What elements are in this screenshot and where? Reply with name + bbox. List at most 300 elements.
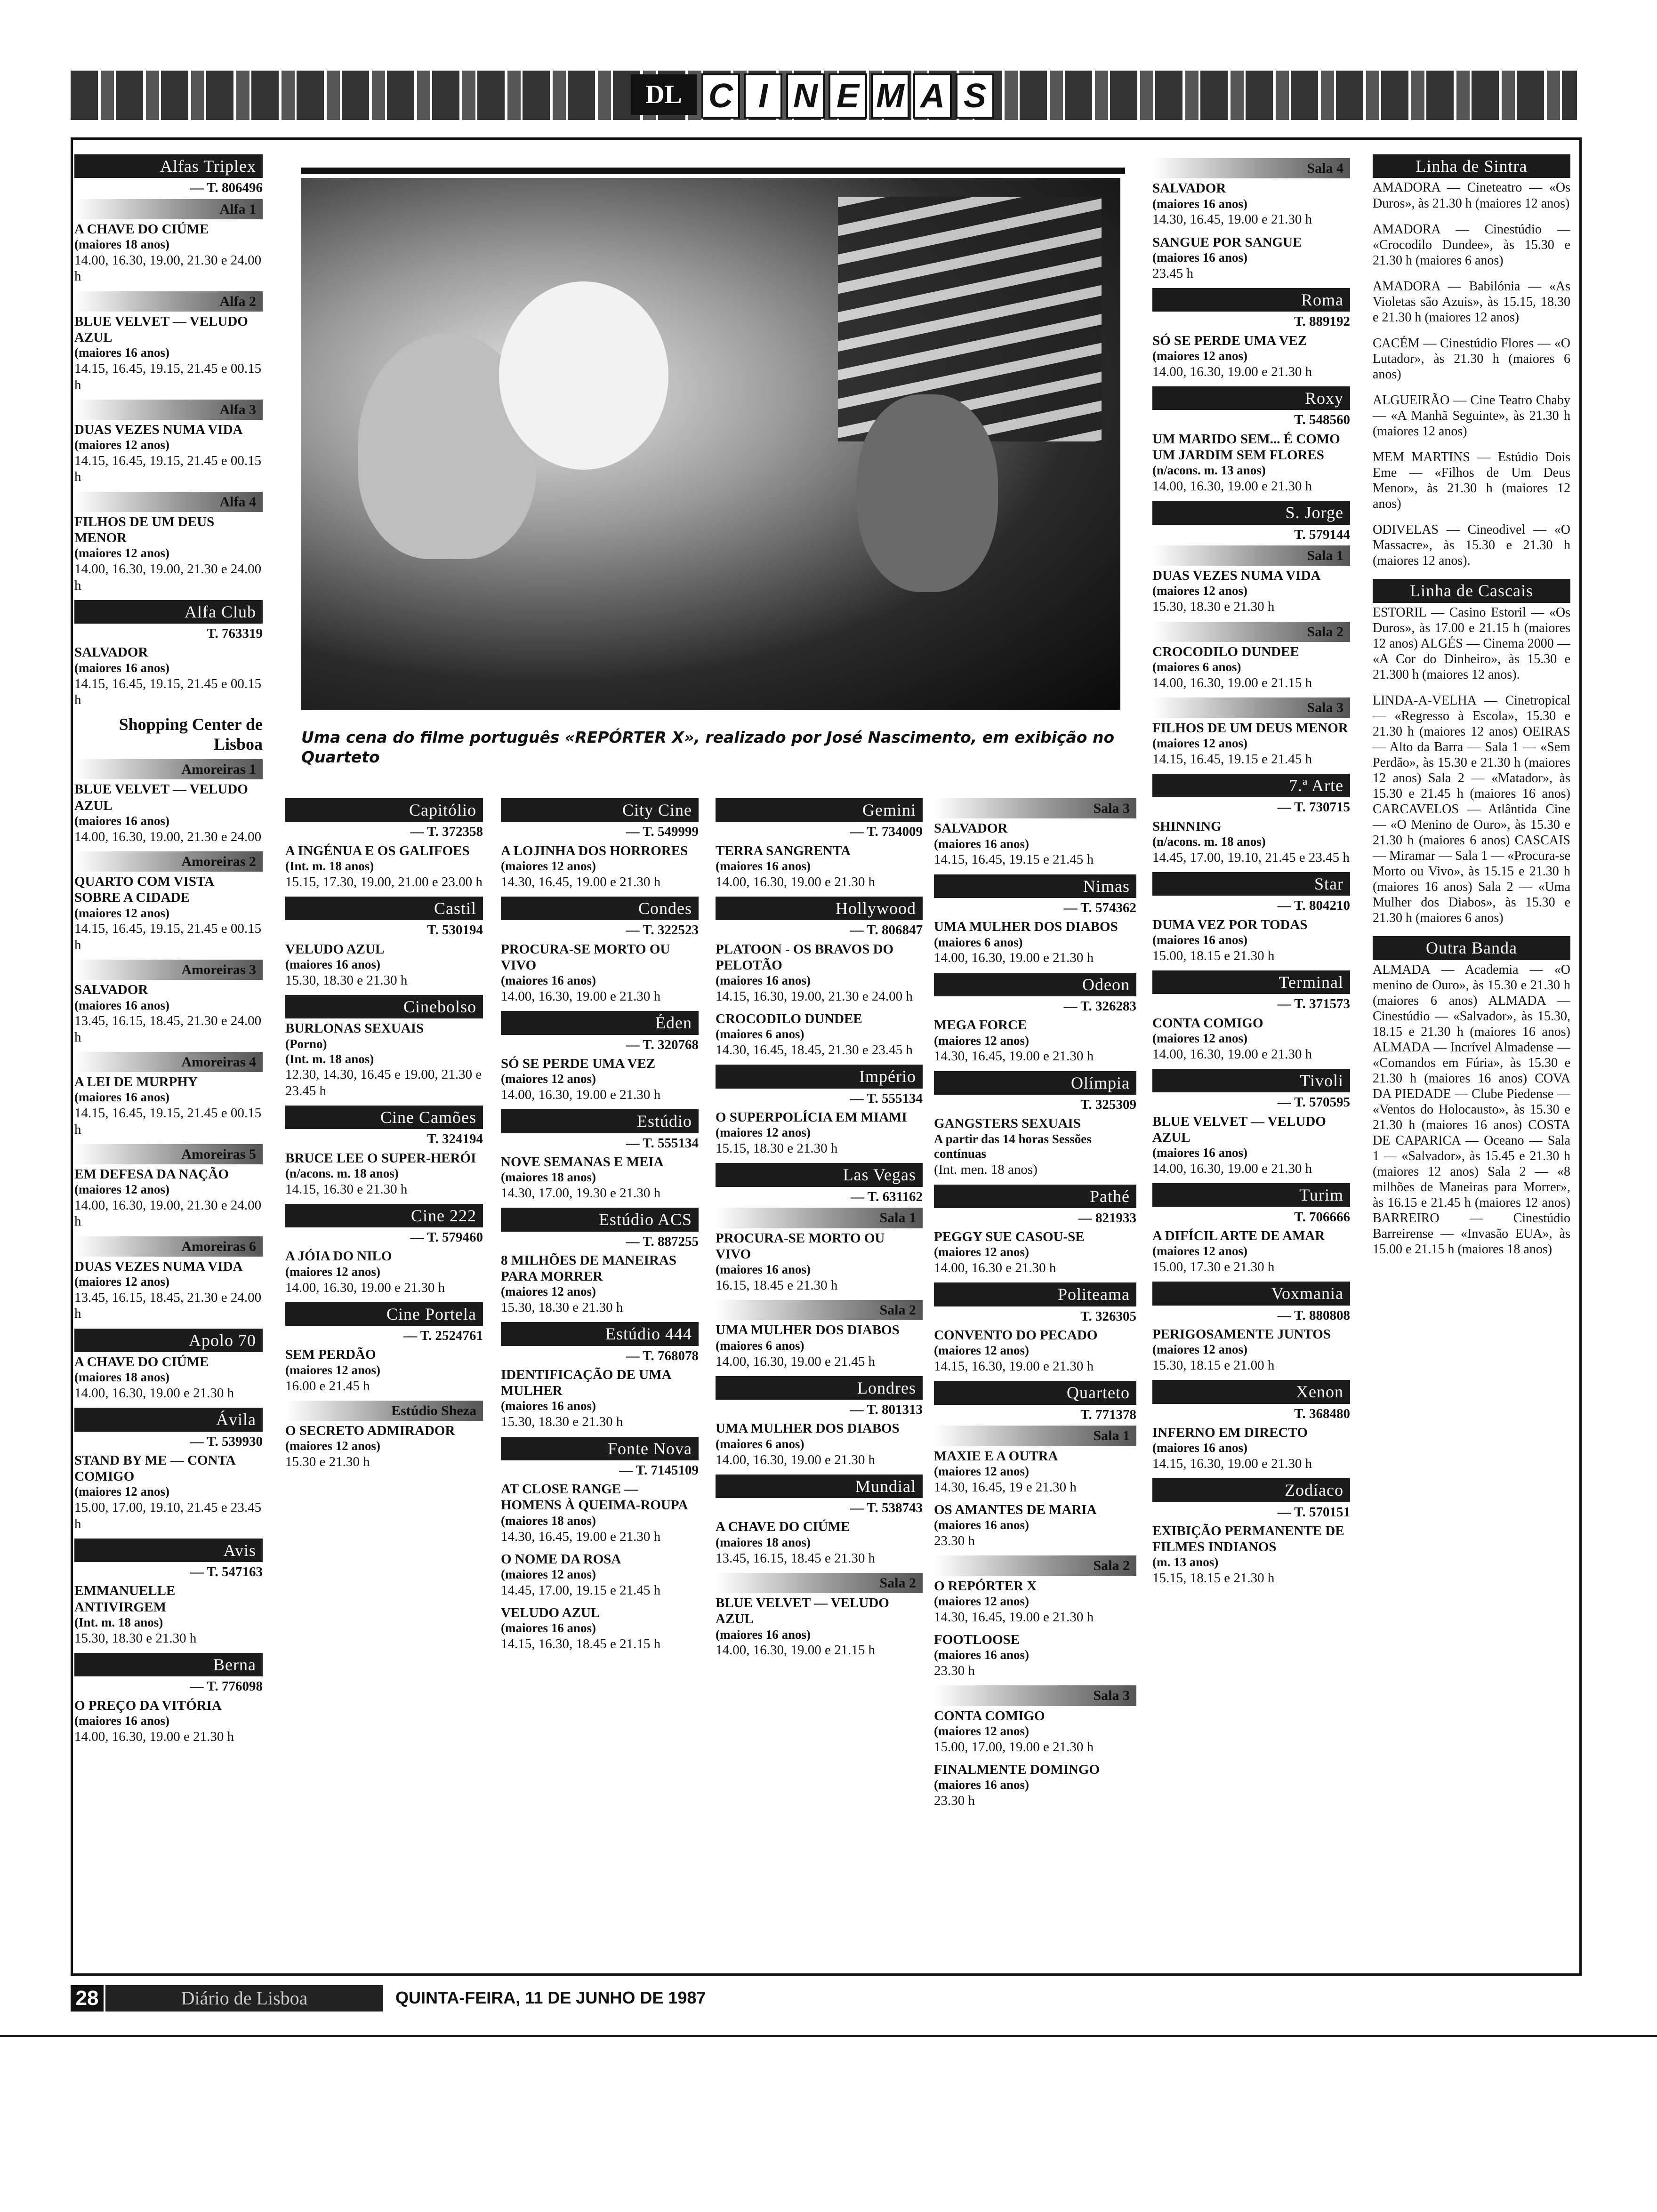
showtimes: 23.30 h <box>934 1793 975 1808</box>
listings-column-1 <box>74 152 263 1751</box>
cinema-phone: — T. 539930 <box>190 1434 263 1449</box>
cinema-name: Las Vegas <box>716 1163 923 1186</box>
film-title: MAXIE E A OUTRA <box>934 1448 1058 1464</box>
listings-column-3 <box>501 795 699 1659</box>
section-title-letter: S <box>956 73 994 119</box>
cinema-name: Alfa Club <box>74 600 263 624</box>
screen-label: Amoreiras 4 <box>74 1052 263 1072</box>
screen-label: Sala 2 <box>1152 622 1350 642</box>
showtimes: 23.30 h <box>934 1663 975 1678</box>
film-listing <box>74 1074 263 1138</box>
film-title: FINALMENTE DOMINGO <box>934 1762 1100 1777</box>
outskirts-listing: AMADORA — Cineteatro — «Os Duros», às 21.30 h (maiores 12 anos) <box>1373 180 1570 211</box>
showtimes: 14.30, 16.45, 19.00 e 21.30 h <box>1152 212 1312 227</box>
screen-label: Sala 3 <box>934 1685 1136 1706</box>
film-listing <box>1152 720 1350 767</box>
cinema-name: 7.ª Arte <box>1152 774 1350 797</box>
screen-label: Sala 3 <box>1152 697 1350 718</box>
screen-label: Amoreiras 6 <box>74 1236 263 1257</box>
film-listing <box>501 1154 699 1201</box>
cinema-name: Estúdio <box>501 1109 699 1133</box>
showtimes: 14.30, 17.00, 19.30 e 21.30 h <box>501 1185 661 1201</box>
cinema-name: Turim <box>1152 1183 1350 1207</box>
age-rating: (maiores 16 anos) <box>716 858 811 873</box>
age-rating: (maiores 16 anos) <box>716 973 811 988</box>
age-rating: (maiores 18 anos) <box>74 237 169 252</box>
film-title: O REPÓRTER X <box>934 1578 1037 1594</box>
cinema-name: Londres <box>716 1376 923 1400</box>
cinema-phone: — T. 887255 <box>626 1234 699 1249</box>
screen-label: Alfa 3 <box>74 400 263 420</box>
age-rating: (maiores 12 anos) <box>285 1439 380 1453</box>
age-rating: (maiores 12 anos) <box>74 438 169 452</box>
screen-label: Sala 2 <box>716 1300 923 1320</box>
film-title: O PREÇO DA VITÓRIA <box>74 1698 222 1713</box>
film-listing <box>934 1578 1136 1625</box>
age-rating: (maiores 16 anos) <box>74 1090 169 1105</box>
cinema-phone: — T. 801313 <box>850 1402 923 1418</box>
film-listing <box>501 1367 699 1430</box>
cinema-name: Odeon <box>934 973 1136 996</box>
cinema-name: Star <box>1152 872 1350 896</box>
film-listing <box>1152 1523 1350 1587</box>
film-title: SALVADOR <box>934 821 1008 836</box>
film-title: IDENTIFICAÇÃO DE UMA MULHER <box>501 1367 671 1399</box>
outskirts-listing: LINDA-A-VELHA — Cinetropical — «Regresso à Escola», 15.30 e 21.30 h (maiores 12 anos) OEIRAS — Alto da Barra — Sala 1 — «Sem Perdão», às 15.30 e 21.30 h (maiores 12 anos) Sala 2 — «Matador», às 15.30 e 21.45 h (maiores 16 anos) CARCAVELOS — Atlântida Cine — «O Menino de Ouro», às 15.30 e 21.30 h (maiores 6 anos) CASCAIS — Miramar — Sala 1 — «Procura-se Morto ou Vivo», às 15.15 e 21.30 h (maiores 16 anos) Sala 2 — «Uma Mulher dos Diabos», às 15.30 e 21.30 h (maiores 6 anos) <box>1373 693 1570 926</box>
film-listing <box>501 843 699 890</box>
film-listing <box>716 1519 923 1566</box>
film-listing <box>74 514 263 593</box>
cinema-phone: — 821933 <box>1078 1210 1136 1226</box>
section-title-letter: A <box>913 73 952 119</box>
film-title: VELUDO AZUL <box>285 941 385 957</box>
film-listing <box>1152 568 1350 615</box>
age-rating: (maiores 12 anos) <box>74 1274 169 1289</box>
film-title: DUMA VEZ POR TODAS <box>1152 917 1308 932</box>
screen-label: Sala 3 <box>934 798 1136 818</box>
film-title: DUAS VEZES NUMA VIDA <box>1152 568 1321 584</box>
film-listing <box>501 1481 699 1545</box>
showtimes: 14.30, 16.45, 19.00 e 21.30 h <box>501 874 661 890</box>
cinema-phone: — T. 555134 <box>850 1090 923 1106</box>
cinema-phone: T. 325309 <box>1080 1097 1136 1113</box>
outskirts-listing: AMADORA — Babilónia — «As Violetas são Azuis», às 15.15, 18.30 e 21.30 h (maiores 12 anos) <box>1373 279 1570 325</box>
film-title: VELUDO AZUL <box>501 1605 600 1621</box>
film-listing <box>74 874 263 953</box>
film-listing <box>285 1150 483 1197</box>
cinema-phone: — T. 549999 <box>626 824 699 840</box>
showtimes: 15.30, 18.15 e 21.00 h <box>1152 1357 1275 1373</box>
cinema-name: S. Jorge <box>1152 501 1350 524</box>
showtimes: (Int. men. 18 anos) <box>934 1162 1038 1178</box>
age-rating: (maiores 12 anos) <box>1152 348 1247 363</box>
section-title-letter: N <box>786 73 825 119</box>
showtimes: 14.00, 16.30, 19.00 e 21.30 h <box>74 1386 234 1401</box>
film-title: SÓ SE PERDE UMA VEZ <box>1152 333 1307 348</box>
film-listing <box>716 1011 923 1058</box>
film-title: SHINNING <box>1152 818 1222 834</box>
film-title: A INGÉNUA E OS GALIFOES <box>285 843 470 858</box>
cinema-name: Estúdio 444 <box>501 1322 699 1346</box>
age-rating: (maiores 12 anos) <box>285 1362 380 1377</box>
showtimes: 14.00, 16.30, 19.00 e 21.30 h <box>1152 1046 1312 1062</box>
cinema-name: Tivoli <box>1152 1069 1350 1092</box>
showtimes: 14.00, 16.30, 19.00 e 21.30 h <box>934 950 1094 966</box>
film-title: FILHOS DE UM DEUS MENOR <box>1152 720 1348 736</box>
age-rating: (maiores 6 anos) <box>716 1027 804 1042</box>
showtimes: 15.00, 17.30 e 21.30 h <box>1152 1259 1275 1274</box>
film-title: EM DEFESA DA NAÇÃO <box>74 1167 229 1182</box>
age-rating: (maiores 6 anos) <box>1152 660 1241 674</box>
cinema-name: Hollywood <box>716 897 923 920</box>
age-rating: (maiores 16 anos) <box>501 1621 596 1635</box>
section-masthead <box>71 71 1577 120</box>
age-rating: (maiores 12 anos) <box>934 1245 1029 1259</box>
cinema-name: Zodíaco <box>1152 1478 1350 1502</box>
showtimes: 15.30, 18.30 e 21.30 h <box>501 1414 623 1430</box>
age-rating: (maiores 16 anos) <box>1152 250 1247 264</box>
film-listing <box>1152 1114 1350 1177</box>
photo-caption: Uma cena do filme português «REPÓRTER X», realizado por José Nascimento, em exibição no Quarteto <box>301 728 1115 767</box>
age-rating: (maiores 16 anos) <box>1152 932 1247 947</box>
film-listing <box>74 1698 263 1745</box>
showtimes: 14.15, 16.45, 19.15 e 21.45 h <box>1152 751 1312 767</box>
film-listing <box>74 644 263 708</box>
cinema-phone: — T. 734009 <box>850 824 923 840</box>
section-title-letter: I <box>744 73 782 119</box>
film-listing <box>74 1258 263 1322</box>
age-rating: (maiores 12 anos) <box>1152 1243 1247 1258</box>
film-title: A DIFÍCIL ARTE DE AMAR <box>1152 1228 1325 1243</box>
cinema-name: Nimas <box>934 874 1136 898</box>
showtimes: 14.15, 16.30 e 21.30 h <box>285 1181 408 1197</box>
film-listing <box>501 1252 699 1316</box>
cinema-name: Fonte Nova <box>501 1437 699 1460</box>
film-listing <box>501 941 699 1005</box>
film-title: CONTA COMIGO <box>1152 1015 1263 1031</box>
cinema-name: Xenon <box>1152 1380 1350 1403</box>
film-listing <box>285 1248 483 1295</box>
showtimes: 14.15, 16.45, 19.15, 21.45 e 00.15 h <box>74 1106 262 1137</box>
age-rating: A partir das 14 horas Sessões contínuas <box>934 1131 1092 1161</box>
window-blinds <box>838 197 1102 441</box>
film-listing <box>934 1502 1136 1549</box>
cinema-phone: — T. 631162 <box>851 1189 923 1204</box>
cinema-name: Gemini <box>716 798 923 822</box>
age-rating: (maiores 16 anos) <box>74 345 169 360</box>
screen-label: Sala 4 <box>1152 158 1350 178</box>
showtimes: 14.00, 16.30, 19.00 e 21.30 h <box>501 988 661 1004</box>
age-rating: (maiores 12 anos) <box>1152 584 1247 598</box>
film-listing <box>1152 180 1350 227</box>
figure-center <box>499 281 668 470</box>
film-title: CROCODILO DUNDEE <box>716 1011 862 1027</box>
age-rating: (maiores 16 anos) <box>74 1713 169 1728</box>
showtimes: 14.15, 16.30, 19.00 e 21.30 h <box>934 1359 1094 1374</box>
age-rating: (maiores 12 anos) <box>1152 1342 1247 1356</box>
age-rating: (maiores 12 anos) <box>74 1182 169 1197</box>
showtimes: 13.45, 16.15, 18.45, 21.30 e 24.00 h <box>74 1290 262 1322</box>
section-title-letter: E <box>828 73 867 119</box>
film-listing <box>285 843 483 890</box>
film-listing <box>74 422 263 485</box>
outskirts-listing: ALGUEIRÃO — Cine Teatro Chaby — «A Manhã Seguinte», às 21.30 h (maiores 12 anos) <box>1373 393 1570 439</box>
age-rating: (n/acons. m. 18 anos) <box>1152 834 1266 849</box>
film-title: QUARTO COM VISTA SOBRE A CIDADE <box>74 874 214 906</box>
film-title: CONVENTO DO PECADO <box>934 1328 1098 1343</box>
showtimes: 13.45, 16.15, 18.45 e 21.30 h <box>716 1550 876 1566</box>
cinema-phone: — T. 806847 <box>850 922 923 938</box>
film-listing <box>934 1115 1136 1178</box>
film-title: A JÓIA DO NILO <box>285 1249 392 1264</box>
newspaper-name: Diário de Lisboa <box>105 1985 383 2012</box>
age-rating: (maiores 12 anos) <box>74 906 169 920</box>
cinema-name: Castil <box>285 897 483 920</box>
screen-label: Amoreiras 1 <box>74 759 263 779</box>
film-title: NOVE SEMANAS E MEIA <box>501 1154 664 1170</box>
age-rating: (maiores 16 anos) <box>74 813 169 828</box>
showtimes: 15.00, 17.00, 19.10, 21.45 e 23.45 h <box>74 1500 262 1531</box>
screen-label: Amoreiras 5 <box>74 1144 263 1164</box>
film-title: CROCODILO DUNDEE <box>1152 644 1299 659</box>
showtimes: 14.00, 16.30, 19.00 e 21.30 h <box>285 1280 445 1295</box>
film-title: UMA MULHER DOS DIABOS <box>716 1322 900 1338</box>
film-title: UMA MULHER DOS DIABOS <box>716 1421 900 1436</box>
film-title: UM MARIDO SEM... É COMO UM JARDIM SEM FLORES <box>1152 431 1340 463</box>
showtimes: 16.15, 18.45 e 21.30 h <box>716 1277 838 1293</box>
film-listing <box>934 1632 1136 1679</box>
cinema-phone: — T. 574362 <box>1063 900 1136 916</box>
age-rating: (maiores 12 anos) <box>934 1723 1029 1738</box>
age-rating: (maiores 16 anos) <box>74 998 169 1012</box>
age-rating: (maiores 16 anos) <box>934 836 1029 851</box>
screen-label: Amoreiras 2 <box>74 851 263 872</box>
cinema-phone: T. 771378 <box>1080 1407 1136 1422</box>
cinema-phone: — T. 320768 <box>626 1037 699 1052</box>
listings-column-6 <box>1152 155 1350 1593</box>
film-title: DUAS VEZES NUMA VIDA <box>74 422 243 438</box>
screen-label: Sala 1 <box>716 1208 923 1228</box>
film-title: GANGSTERS SEXUAIS <box>934 1116 1081 1131</box>
showtimes: 14.00, 16.30, 19.00 e 21.30 h <box>1152 478 1312 494</box>
film-title: MEGA FORCE <box>934 1018 1027 1033</box>
age-rating: (maiores 6 anos) <box>934 935 1023 949</box>
age-rating: (Int. m. 18 anos) <box>285 858 374 873</box>
film-title: PLATOON - OS BRAVOS DO PELOTÃO <box>716 941 894 973</box>
age-rating: (maiores 12 anos) <box>1152 736 1247 750</box>
cinema-name: Politeama <box>934 1282 1136 1306</box>
showtimes: 14.00, 16.30 e 21.30 h <box>934 1260 1056 1276</box>
film-listing <box>1152 1326 1350 1373</box>
showtimes: 14.15, 16.45, 19.15, 21.45 e 00.15 h <box>74 676 262 707</box>
showtimes: 15.30, 18.30 e 21.30 h <box>501 1300 623 1315</box>
cinema-name: Voxmania <box>1152 1282 1350 1305</box>
film-listing <box>934 1762 1136 1809</box>
cinema-phone: — T. 776098 <box>190 1679 263 1694</box>
film-title: 8 MILHÕES DE MANEIRAS PARA MORRER <box>501 1252 677 1284</box>
screen-label: Sala 2 <box>934 1555 1136 1576</box>
screen-label: Estúdio Sheza <box>285 1401 483 1421</box>
outskirts-listing: ESTORIL — Casino Estoril — «Os Duros», às 17.00 e 21.15 h (maiores 12 anos) ALGÉS — Cinema 2000 — «A Cor do Dinheiro», às 15.30 e 21.300 h (maiores 12 anos). <box>1373 605 1570 682</box>
age-rating: (maiores 12 anos) <box>716 1125 811 1140</box>
showtimes: 14.00, 16.30, 19.00, 21.30 e 24.00 h <box>74 561 262 593</box>
screen-label: Alfa 4 <box>74 492 263 512</box>
age-rating: (m. 13 anos) <box>1152 1555 1219 1570</box>
film-listing <box>1152 234 1350 281</box>
age-rating: (maiores 12 anos) <box>74 1484 169 1499</box>
film-listing <box>74 1583 263 1646</box>
figure-right <box>857 394 998 592</box>
film-listing <box>716 1109 923 1156</box>
age-rating: (maiores 12 anos) <box>501 1567 596 1581</box>
film-listing <box>934 1708 1136 1755</box>
age-rating: (maiores 16 anos) <box>934 1518 1029 1532</box>
age-rating: (maiores 16 anos) <box>1152 1146 1247 1160</box>
showtimes: 14.45, 17.00, 19.15 e 21.45 h <box>501 1582 661 1598</box>
age-rating: (maiores 16 anos) <box>74 660 169 675</box>
film-listing <box>285 941 483 988</box>
film-title: BLUE VELVET — VELUDO AZUL <box>74 782 248 813</box>
age-rating: (n/acons. m. 18 anos) <box>285 1166 399 1180</box>
showtimes: 14.00, 16.30, 19.00, 21.30 e 24.00 h <box>74 1198 262 1229</box>
cinema-name: Ávila <box>74 1408 263 1431</box>
cinema-phone: — T. 730715 <box>1277 800 1350 815</box>
age-rating: (maiores 12 anos) <box>501 1284 596 1299</box>
showtimes: 23.45 h <box>1152 265 1193 281</box>
film-title: OS AMANTES DE MARIA <box>934 1502 1097 1517</box>
film-title: BURLONAS SEXUAIS <box>285 1021 424 1036</box>
film-listing <box>716 1595 923 1659</box>
age-rating: (Porno) <box>285 1036 327 1051</box>
outskirts-listing: ODIVELAS — Cineodivel — «O Massacre», às 15.30 e 21.30 h (maiores 12 anos). <box>1373 522 1570 569</box>
showtimes: 14.15, 16.45, 19.15, 21.45 e 00.15 h <box>74 361 262 393</box>
cinema-name: Estúdio ACS <box>501 1208 699 1231</box>
screen-label: Alfa 1 <box>74 199 263 219</box>
cinema-phone: — T. 538743 <box>850 1500 923 1516</box>
showtimes: 15.30, 18.30 e 21.30 h <box>1152 599 1275 615</box>
showtimes: 14.00, 16.30, 19.00 e 21.30 h <box>716 874 876 890</box>
showtimes: 15.15, 17.30, 19.00, 21.00 e 23.00 h <box>285 874 483 890</box>
showtimes: 23.30 h <box>934 1533 975 1548</box>
film-listing <box>934 1448 1136 1495</box>
showtimes: 15.00, 17.00, 19.00 e 21.30 h <box>934 1739 1094 1755</box>
film-listing <box>501 1056 699 1103</box>
cinema-phone: — T. 804210 <box>1277 898 1350 914</box>
film-listing <box>74 781 263 845</box>
film-listing <box>716 1230 923 1294</box>
page-number: 28 <box>71 1985 104 2012</box>
film-title: INFERNO EM DIRECTO <box>1152 1425 1308 1440</box>
film-title: SÓ SE PERDE UMA VEZ <box>501 1056 656 1071</box>
cinema-name: Alfas Triplex <box>74 154 263 178</box>
film-title: EMMANUELLE ANTIVIRGEM <box>74 1583 176 1615</box>
section-title-letter: C <box>701 73 740 119</box>
film-title: BRUCE LEE O SUPER-HERÓI <box>285 1150 476 1166</box>
cinema-name: Olímpia <box>934 1071 1136 1095</box>
screen-label: Sala 2 <box>716 1573 923 1593</box>
age-rating: (maiores 12 anos) <box>501 858 596 873</box>
cinema-phone: — T. 880808 <box>1277 1307 1350 1323</box>
film-listing <box>1152 1228 1350 1275</box>
film-title: BLUE VELVET — VELUDO AZUL <box>1152 1114 1326 1145</box>
film-listing <box>285 1423 483 1470</box>
film-listing <box>1152 644 1350 691</box>
showtimes: 13.45, 16.15, 18.45, 21.30 e 24.00 h <box>74 1013 262 1045</box>
film-listing <box>1152 1015 1350 1062</box>
showtimes: 15.30 e 21.30 h <box>285 1454 370 1470</box>
cinema-phone: T. 530194 <box>427 922 483 938</box>
age-rating: (maiores 16 anos) <box>934 1648 1029 1662</box>
film-title: O NOME DA ROSA <box>501 1551 621 1567</box>
showtimes: 14.15, 16.30, 19.00, 21.30 e 24.00 h <box>716 988 913 1004</box>
cinema-phone: — T. 768078 <box>626 1348 699 1363</box>
film-listing <box>74 1354 263 1401</box>
cinema-name: City Cine <box>501 798 699 822</box>
showtimes: 15.30, 18.30 e 21.30 h <box>285 972 408 988</box>
film-listing <box>74 982 263 1045</box>
cinema-phone: — T. 322523 <box>626 922 699 938</box>
outskirts-listing: CACÉM — Cinestúdio Flores — «O Lutador», às 21.30 h (maiores 6 anos) <box>1373 336 1570 382</box>
film-title: A CHAVE DO CIÚME <box>74 1354 209 1370</box>
age-rating: (maiores 12 anos) <box>934 1033 1029 1048</box>
showtimes: 15.30, 18.30 e 21.30 h <box>74 1630 197 1646</box>
film-listing <box>716 843 923 890</box>
cinema-phone: T. 763319 <box>207 626 263 641</box>
film-listing <box>716 1420 923 1467</box>
film-title: FILHOS DE UM DEUS MENOR <box>74 514 215 546</box>
film-title: EXIBIÇÃO PERMANENTE DE FILMES INDIANOS <box>1152 1523 1344 1555</box>
film-listing <box>1152 917 1350 964</box>
film-title: PERIGOSAMENTE JUNTOS <box>1152 1326 1331 1342</box>
cinema-phone: T. 324194 <box>427 1131 483 1147</box>
showtimes: 14.15, 16.45, 19.15, 21.45 e 00.15 h <box>74 921 262 953</box>
showtimes: 14.00, 16.30, 19.00 e 21.45 h <box>716 1354 876 1369</box>
showtimes: 14.15, 16.45, 19.15 e 21.45 h <box>934 852 1094 867</box>
bottom-rule <box>0 2035 1657 2037</box>
cinema-phone: — T. 372358 <box>410 824 483 840</box>
cinema-name: Cine 222 <box>285 1204 483 1227</box>
venue-heading: Shopping Center de Lisboa <box>119 714 263 754</box>
age-rating: (maiores 18 anos) <box>716 1535 811 1549</box>
photo-top-rule <box>301 168 1125 174</box>
age-rating: (maiores 6 anos) <box>716 1338 804 1353</box>
showtimes: 14.30, 16.45, 19.00 e 21.30 h <box>934 1049 1094 1064</box>
cinema-phone: T. 579144 <box>1294 527 1350 542</box>
showtimes: 14.15, 16.45, 19.15, 21.45 e 00.15 h <box>74 453 262 485</box>
screen-label: Amoreiras 3 <box>74 960 263 980</box>
showtimes: 14.00, 16.30, 19.00, 21.30 e 24.00 h <box>74 253 262 284</box>
age-rating: (Int. m. 18 anos) <box>74 1615 163 1629</box>
cinema-phone: T. 548560 <box>1294 412 1350 428</box>
cinema-phone: T. 706666 <box>1294 1209 1350 1225</box>
showtimes: 14.00, 16.30, 19.00 e 21.30 h <box>716 1452 876 1467</box>
film-listing <box>285 1020 483 1098</box>
film-listing <box>1152 333 1350 380</box>
cinema-phone: — T. 555134 <box>626 1135 699 1151</box>
showtimes: 12.30, 14.30, 16.45 e 19.00, 21.30 e 23.45 h <box>285 1067 482 1098</box>
cinema-name: Éden <box>501 1011 699 1034</box>
film-title: A CHAVE DO CIÚME <box>74 222 209 237</box>
showtimes: 14.30, 16.45, 18.45, 21.30 e 23.45 h <box>716 1042 913 1058</box>
film-title: STAND BY ME — CONTA COMIGO <box>74 1453 235 1484</box>
outskirts-listing: AMADORA — Cinestúdio — «Crocodilo Dundee», às 15.30 e 21.30 h (maiores 6 anos) <box>1373 222 1570 268</box>
region-header: Linha de Sintra <box>1373 154 1570 178</box>
showtimes: 16.00 e 21.45 h <box>285 1378 370 1394</box>
cinema-phone: T. 889192 <box>1294 314 1350 329</box>
outskirts-listing: MEM MARTINS — Estúdio Dois Eme — «Filhos de Um Deus Menor», às 21.30 h (maiores 12 anos) <box>1373 449 1570 511</box>
listings-column-4 <box>716 795 923 1665</box>
film-listing <box>74 221 263 285</box>
